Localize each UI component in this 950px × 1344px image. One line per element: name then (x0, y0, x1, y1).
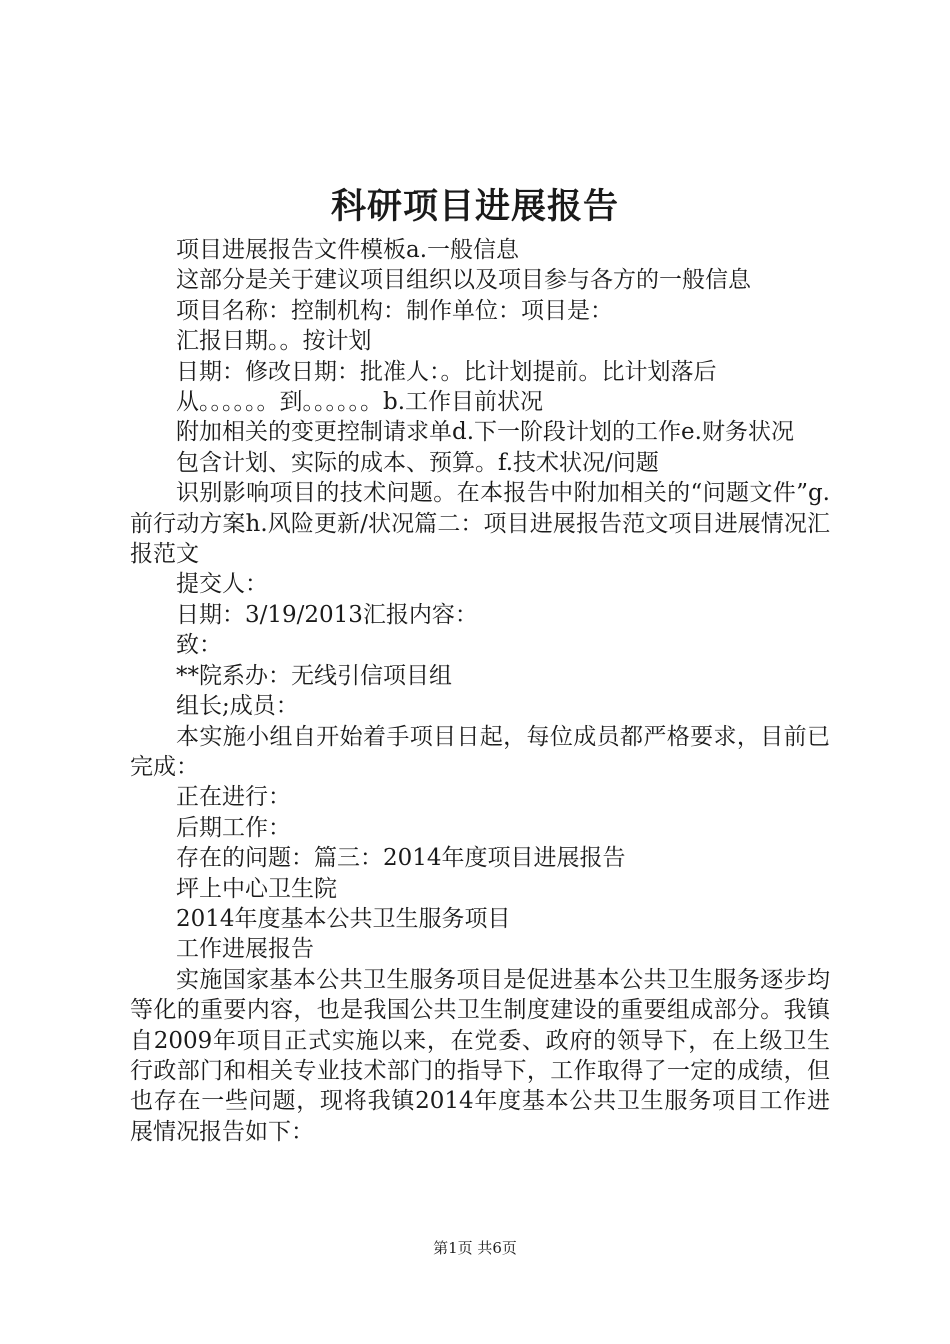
paragraph: 组长;成员： (176, 693, 299, 720)
paragraph: 后期工作： (176, 814, 291, 841)
paragraph: 包含计划、实际的成本、预算。f.技术状况/问题 (176, 449, 659, 476)
paragraph: 日期：修改日期：批准人：。比计划提前。比计划落后 (176, 358, 717, 385)
document-body (130, 235, 830, 1147)
paragraph: 存在的问题：篇三：2014年度项目进展报告 (176, 845, 626, 872)
paragraph: 汇报日期。。按计划 (176, 328, 372, 355)
paragraph: 项目进展报告文件模板a.一般信息 (176, 237, 520, 263)
paragraph: 坪上中心卫生院 (176, 875, 337, 902)
page-number: 第1页 共6页 (433, 1239, 517, 1257)
paragraph: 致： (176, 632, 222, 659)
paragraph: 工作进展报告 (176, 936, 314, 963)
paragraph: 附加相关的变更控制请求单d.下一阶段计划的工作e.财务状况 (176, 419, 794, 446)
paragraph: 提交人： (176, 571, 268, 598)
paragraph: 正在进行： (176, 784, 291, 811)
paragraph: 项目名称：控制机构：制作单位：项目是： (176, 297, 613, 324)
paragraph: **院系办：无线引信项目组 (176, 662, 452, 689)
paragraph: 识别影响项目的技术问题。在本报告中附加相关的“问题文件”g.前行动方案h.风险更新/状况篇二：项目进展报告范文项目进展情况汇报范文 (130, 480, 830, 568)
paragraph: 从。。。。。。到。。。。。。b.工作目前状况 (176, 389, 544, 416)
paragraph: 这部分是关于建议项目组织以及项目参与各方的一般信息 (176, 267, 751, 294)
paragraph: 日期：3/19/2013汇报内容： (176, 601, 478, 628)
paragraph: 本实施小组自开始着手项目日起，每位成员都严格要求，目前已完成： (130, 723, 830, 780)
paragraph: 实施国家基本公共卫生服务项目是促进基本公共卫生服务逐步均等化的重要内容，也是我国公共卫生制度建设的重要组成部分。我镇自2009年项目正式实施以来，在党委、政府的领导下，在上级卫生行政部门和相关专业技术部门的指导下，工作取得了一定的成绩，但也存在一些问题，现将我镇2014年度基本公共卫生服务项目工作进展情况报告如下： (130, 966, 830, 1145)
document-title: 科研项目进展报告 (330, 186, 619, 227)
paragraph: 2014年度基本公共卫生服务项目 (176, 905, 511, 932)
